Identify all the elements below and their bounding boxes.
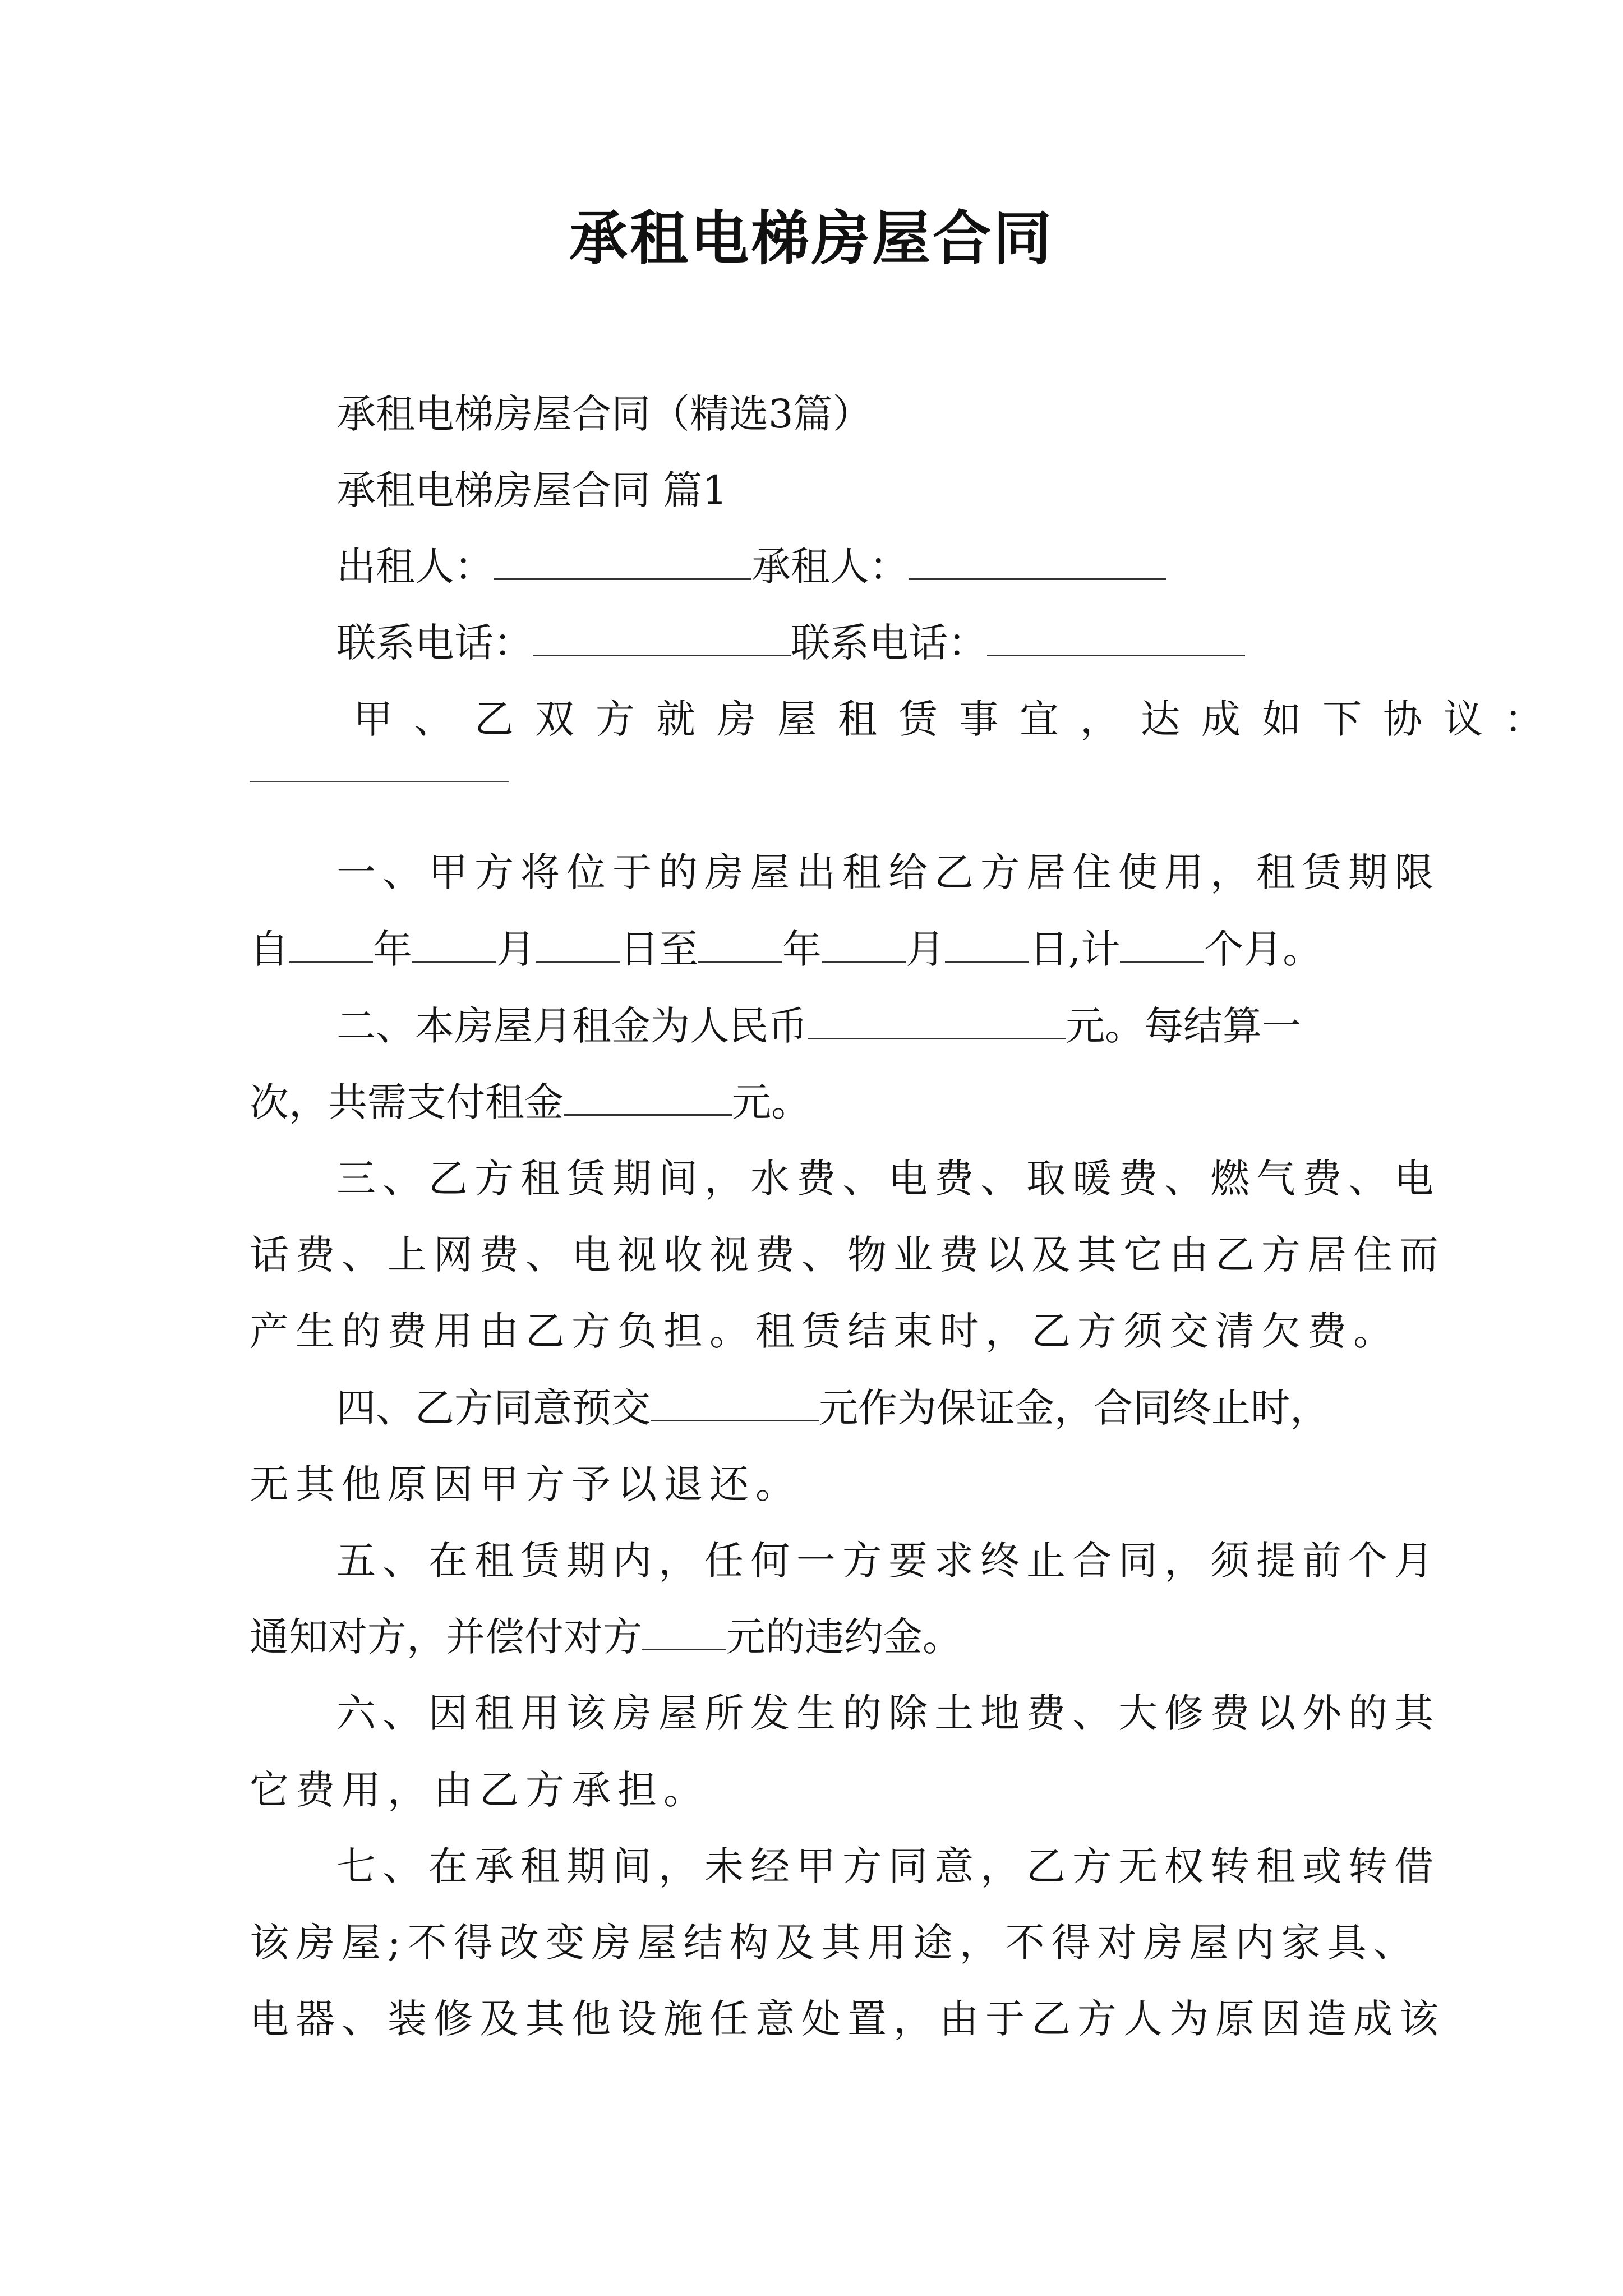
lessee-phone-label: 联系电话： (791, 620, 987, 666)
start-month-blank (412, 926, 496, 963)
clause1-line1: 一、甲方将位于的房屋出租给乙方居住使用，租赁期限 (336, 849, 1440, 895)
document-title: 承租电梯房屋合同 (569, 204, 1054, 273)
clause1-nian1: 年 (373, 926, 412, 972)
clause1-ri: 日,计 (1029, 926, 1121, 972)
months-blank (1120, 926, 1204, 963)
clause2-line2-b: 元。 (732, 1079, 810, 1125)
lessee-blank (909, 544, 1166, 580)
clause7-line2: 该房屋;不得改变房屋结构及其用途，不得对房屋内家具、 (250, 1920, 1419, 1966)
clause7-line3: 电器、装修及其他设施任意处置，由于乙方人为原因造成该 (250, 1996, 1445, 2042)
phone-line (336, 618, 1245, 668)
lessee-phone-blank (987, 620, 1245, 656)
clause2-line2 (250, 1077, 810, 1128)
clause4-line1 (336, 1383, 1329, 1433)
clause1-rizhi: 日至 (620, 926, 698, 972)
clause1-line2 (250, 924, 1322, 974)
clause2-line1-a: 二、本房屋月租金为人民币 (336, 1003, 808, 1049)
clause1-geyue: 个月。 (1204, 926, 1322, 972)
clause1-yue1: 月 (496, 926, 536, 972)
clause1-zi: 自 (250, 926, 289, 972)
clause1-yue2: 月 (906, 926, 945, 972)
clause3-line3: 产生的费用由乙方负担。租赁结束时，乙方须交清欠费。 (250, 1308, 1399, 1354)
clause6-line1: 六、因租用该房屋所发生的除土地费、大修费以外的其 (336, 1690, 1440, 1736)
total-rent-blank (564, 1079, 732, 1116)
clause5-line2 (250, 1612, 962, 1662)
intro-blank-line (250, 781, 509, 782)
lessee-label: 承租人： (751, 544, 909, 590)
clause3-line2: 话费、上网费、电视收视费、物业费以及其它由乙方居住而 (250, 1232, 1445, 1278)
clause4-line1-a: 四、乙方同意预交 (336, 1385, 651, 1431)
parties-line (336, 541, 1166, 592)
monthly-rent-blank (808, 1003, 1066, 1039)
clause2-line2-a: 次，共需支付租金 (250, 1079, 564, 1125)
section-heading: 承租电梯房屋合同 篇1 (336, 467, 727, 513)
lessor-phone-blank (533, 620, 791, 656)
penalty-blank (642, 1614, 726, 1650)
document-subtitle: 承租电梯房屋合同（精选3篇） (336, 391, 872, 437)
clause2-line1 (336, 1001, 1301, 1051)
deposit-blank (651, 1385, 819, 1421)
clause4-line2: 无其他原因甲方予以退还。 (250, 1461, 801, 1507)
agreement-intro: 甲、乙双方就房屋租赁事宜，达成如下协议： (353, 696, 1565, 742)
clause7-line1: 七、在承租期间，未经甲方同意，乙方无权转租或转借 (336, 1843, 1440, 1889)
end-year-blank (698, 926, 782, 963)
clause4-line1-b: 元作为保证金，合同终止时， (819, 1385, 1329, 1431)
start-day-blank (536, 926, 620, 963)
clause2-line1-b: 元。每结算一 (1066, 1003, 1301, 1049)
clause5-line2-b: 元的违约金。 (726, 1614, 962, 1660)
lessor-phone-label: 联系电话： (336, 620, 533, 666)
clause5-line2-a: 通知对方，并偿付对方 (250, 1614, 642, 1660)
end-day-blank (945, 926, 1029, 963)
lessor-label: 出租人： (336, 544, 494, 590)
lessor-blank (494, 544, 751, 580)
clause1-nian2: 年 (782, 926, 822, 972)
clause3-line1: 三、乙方租赁期间，水费、电费、取暖费、燃气费、电 (336, 1156, 1440, 1202)
start-year-blank (289, 926, 373, 963)
clause6-line2: 它费用，由乙方承担。 (250, 1767, 709, 1813)
end-month-blank (822, 926, 906, 963)
clause5-line1: 五、在租赁期内，任何一方要求终止合同，须提前个月 (336, 1538, 1440, 1584)
